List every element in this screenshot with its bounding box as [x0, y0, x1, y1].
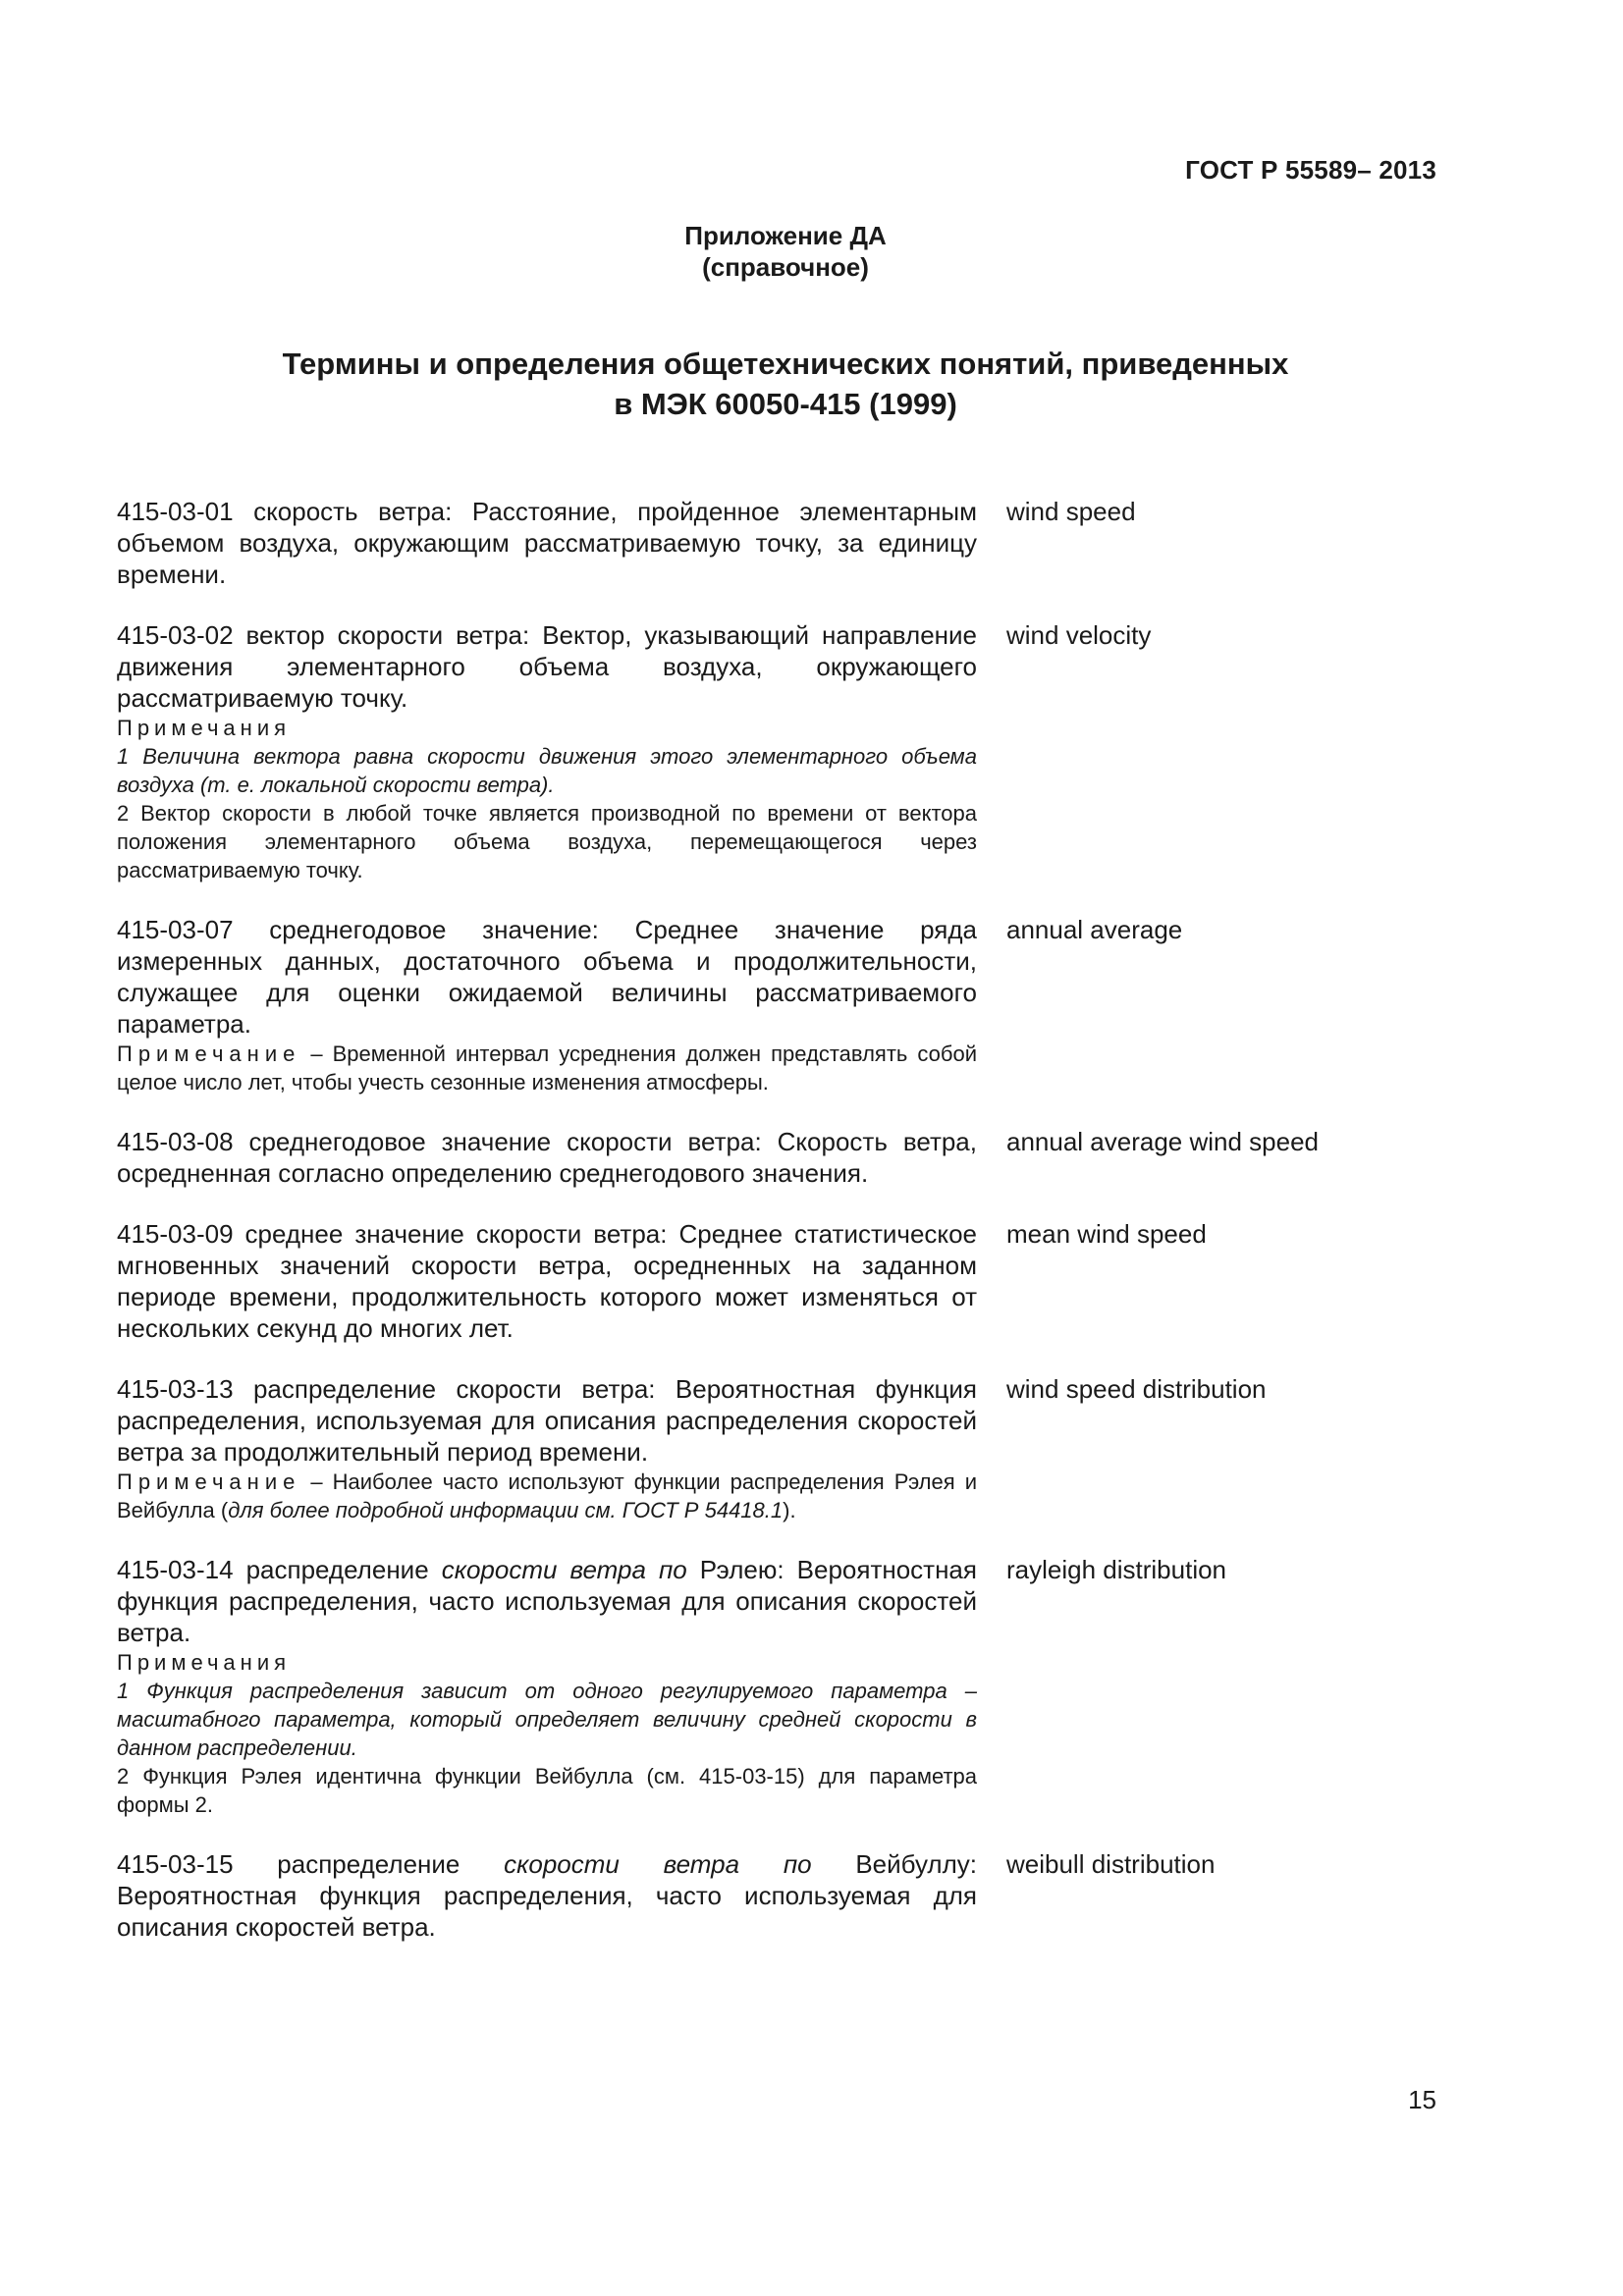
term-body [117, 496, 977, 590]
term-name-end: Рэлею: [686, 1555, 797, 1584]
note-text: – Наиболее часто используют функции распределения Рэлея и Вейбулла ( [117, 1469, 977, 1522]
term-definition [117, 619, 977, 714]
term-code-name: 415-03-15 распределение [117, 1849, 505, 1879]
note-2: 2 Вектор скорости в любой точке является производной по времени от вектора положения элементарного объема воздуха, перемещающегося через рассматриваемую точку. [117, 801, 977, 882]
term-body [117, 1554, 977, 1819]
term-entry [117, 1848, 1393, 1943]
term-entry [117, 619, 1393, 884]
definition-text: Вероятностная функция распределения, часто используемая для описания скоростей ветра. [117, 1881, 977, 1942]
term-entry [117, 1126, 1393, 1189]
term-code-name: 415-03-13 распределение скорости ветра: [117, 1374, 676, 1404]
term-code-name: 415-03-09 среднее значение скорости ветра: [117, 1219, 679, 1249]
term-code-name: 415-03-07 среднегодовое значение: [117, 915, 635, 944]
note [117, 1040, 977, 1096]
term-body [117, 619, 977, 884]
term-definition [117, 496, 977, 590]
term-entry [117, 914, 1393, 1096]
appendix-kind: (справочное) [702, 252, 869, 282]
note-2: 2 Функция Рэлея идентична функции Вейбулла (см. 415-03-15) для параметра формы 2. [117, 1764, 977, 1817]
title-line-2: в МЭК 60050-415 (1999) [614, 387, 957, 421]
term-entry [117, 496, 1393, 590]
english-term: wind speed distribution [1006, 1374, 1267, 1404]
term-body [117, 914, 977, 1096]
term-entry [117, 1373, 1393, 1524]
english-term: mean wind speed [1006, 1219, 1207, 1249]
appendix-title: Приложение ДА [684, 221, 887, 250]
document-code: ГОСТ Р 55589– 2013 [1185, 155, 1436, 185]
page-title [157, 344, 1414, 424]
note-reference: для более подробной информации см. ГОСТ Р 54418.1 [228, 1498, 784, 1522]
term-name-end: Вейбуллу: [811, 1849, 977, 1879]
definition-text: Среднее статистическое мгновенных значений скорости ветра, осредненных на заданном периоде времени, продолжительность которого может изменяться от нескольких секунд до многих лет. [117, 1219, 977, 1343]
term-code-name: 415-03-14 распределение [117, 1555, 442, 1584]
term-entry [117, 1218, 1393, 1344]
term-name-italic: скорости ветра по [504, 1849, 812, 1879]
notes-heading: Примечания [117, 1650, 292, 1675]
term-definition [117, 1218, 977, 1344]
note-heading: Примечание [117, 1041, 301, 1066]
term-code-name: 415-03-02 вектор скорости ветра: [117, 620, 543, 650]
note [117, 1468, 977, 1524]
term-definition [117, 1848, 977, 1943]
note-text: – Временной интервал усреднения должен представлять собой целое число лет, чтобы учесть сезонные изменения атмосферы. [117, 1041, 977, 1095]
term-name-italic: скорости ветра по [441, 1555, 687, 1584]
definition-text: Скорость ветра, осредненная согласно определению среднегодового значения. [117, 1127, 977, 1188]
english-term: weibull distribution [1006, 1849, 1216, 1879]
note-1: 1 Величина вектора равна скорости движения этого элементарного объема воздуха (т. е. локальной скорости ветра). [117, 744, 977, 797]
definition-text: Среднее значение ряда измеренных данных, достаточного объема и продолжительности, служащее для оценки ожидаемой величины рассматриваемого параметра. [117, 915, 977, 1039]
term-body [117, 1373, 977, 1524]
english-term: rayleigh distribution [1006, 1555, 1227, 1584]
note-heading: Примечание [117, 1469, 301, 1494]
english-term: annual average wind speed [1006, 1127, 1320, 1156]
term-definition [117, 1126, 977, 1189]
term-definition [117, 1554, 977, 1648]
english-term: wind velocity [1006, 620, 1152, 650]
notes-heading: Примечания [117, 716, 292, 740]
term-body [117, 1848, 977, 1943]
term-body [117, 1218, 977, 1344]
definition-text: Расстояние, пройденное элементарным объемом воздуха, окружающим рассматриваемую точку, за единицу времени. [117, 497, 977, 589]
term-body [117, 1126, 977, 1189]
english-term: annual average [1006, 915, 1183, 944]
title-line-1: Термины и определения общетехнических понятий, приведенных [282, 347, 1289, 381]
definition-text: Вероятностная функция распределения, используемая для описания распределения скоростей ветра за продолжительный период времени. [117, 1374, 977, 1467]
appendix-heading [0, 220, 1571, 283]
terms-list [117, 496, 1393, 1972]
term-code-name: 415-03-01 скорость ветра: [117, 497, 472, 526]
english-term: wind speed [1006, 497, 1136, 526]
definition-text: Вектор, указывающий направление движения элементарного объема воздуха, окружающего рассматриваемую точку. [117, 620, 977, 713]
term-code-name: 415-03-08 среднегодовое значение скорости ветра: [117, 1127, 778, 1156]
term-entry [117, 1554, 1393, 1819]
term-definition [117, 914, 977, 1040]
page-number: 15 [1408, 2085, 1436, 2114]
definition-text: Вероятностная функция распределения, часто используемая для описания скоростей ветра. [117, 1555, 977, 1647]
note-1: 1 Функция распределения зависит от одного регулируемого параметра – масштабного параметра, который определяет величину средней скорости в данном распределении. [117, 1679, 977, 1760]
term-definition [117, 1373, 977, 1468]
note-end: ). [783, 1498, 796, 1522]
